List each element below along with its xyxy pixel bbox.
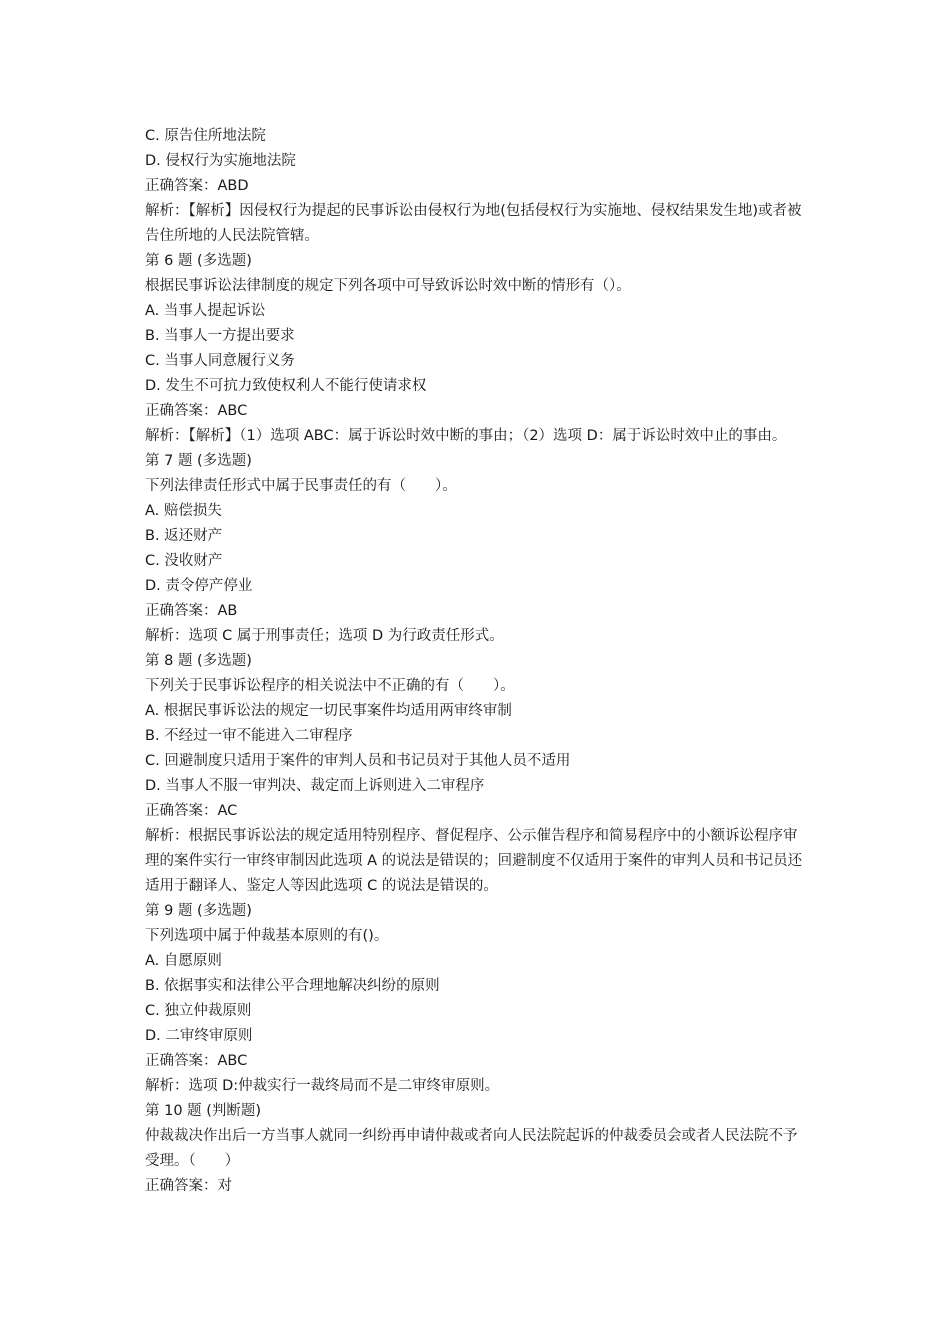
correct-answer: 正确答案：ABD — [145, 178, 249, 194]
option-d: D. 发生不可抗力致使权利人不能行使请求权 — [145, 378, 427, 394]
option-c: C. 独立仲裁原则 — [145, 1003, 252, 1019]
option-b: B. 依据事实和法律公平合理地解决纠纷的原则 — [145, 978, 440, 994]
option-b: B. 当事人一方提出要求 — [145, 328, 295, 344]
question-heading: 第 9 题 (多选题) — [145, 903, 252, 919]
explanation: 解析：根据民事诉讼法的规定适用特别程序、督促程序、公示催告程序和简易程序中的小额诉讼程序审理的案件实行一审终审制因此选项 A 的说法是错误的；回避制度不仅适用于案件的审判人员和书记员还适用于翻译人、鉴定人等因此选项 C 的说法是错误的。 — [145, 828, 803, 894]
correct-answer: 正确答案：AC — [145, 803, 238, 819]
correct-answer: 正确答案：对 — [145, 1178, 232, 1194]
question-text: 仲裁裁决作出后一方当事人就同一纠纷再申请仲裁或者向人民法院起诉的仲裁委员会或者人民法院不予受理。（ ） — [145, 1128, 798, 1169]
question-text: 根据民事诉讼法律制度的规定下列各项中可导致诉讼时效中断的情形有（）。 — [145, 278, 631, 294]
option-a: A. 赔偿损失 — [145, 503, 222, 519]
question-text: 下列关于民事诉讼程序的相关说法中不正确的有（ ）。 — [145, 678, 515, 694]
document-body — [145, 124, 810, 1199]
option-b: B. 不经过一审不能进入二审程序 — [145, 728, 353, 744]
option-d: D. 责令停产停业 — [145, 578, 253, 594]
question-heading: 第 6 题 (多选题) — [145, 253, 252, 269]
question-heading: 第 8 题 (多选题) — [145, 653, 252, 669]
option-b: B. 返还财产 — [145, 528, 223, 544]
explanation: 解析：选项 C 属于刑事责任；选项 D 为行政责任形式。 — [145, 628, 504, 644]
option-a: A. 根据民事诉讼法的规定一切民事案件均适用两审终审制 — [145, 703, 512, 719]
option-d: D. 当事人不服一审判决、裁定而上诉则进入二审程序 — [145, 778, 485, 794]
question-heading: 第 7 题 (多选题) — [145, 453, 252, 469]
option-a: A. 自愿原则 — [145, 953, 222, 969]
option-c: C. 原告住所地法院 — [145, 128, 266, 144]
explanation: 解析：选项 D:仲裁实行一裁终局而不是二审终审原则。 — [145, 1078, 500, 1094]
option-c: C. 当事人同意履行义务 — [145, 353, 295, 369]
option-c: C. 回避制度只适用于案件的审判人员和书记员对于其他人员不适用 — [145, 753, 571, 769]
explanation: 解析：【解析】因侵权行为提起的民事诉讼由侵权行为地(包括侵权行为实施地、侵权结果发生地)或者被告住所地的人民法院管辖。 — [145, 203, 802, 244]
option-d: D. 二审终审原则 — [145, 1028, 253, 1044]
question-heading: 第 10 题 (判断题) — [145, 1103, 262, 1119]
correct-answer: 正确答案：ABC — [145, 403, 248, 419]
explanation: 解析：【解析】（1）选项 ABC：属于诉讼时效中断的事由；（2）选项 D：属于诉讼时效中止的事由。 — [145, 428, 787, 444]
correct-answer: 正确答案：AB — [145, 603, 238, 619]
option-a: A. 当事人提起诉讼 — [145, 303, 266, 319]
option-c: C. 没收财产 — [145, 553, 223, 569]
correct-answer: 正确答案：ABC — [145, 1053, 248, 1069]
option-d: D. 侵权行为实施地法院 — [145, 153, 296, 169]
question-text: 下列法律责任形式中属于民事责任的有（ ）。 — [145, 478, 457, 494]
question-text: 下列选项中属于仲裁基本原则的有()。 — [145, 928, 389, 944]
